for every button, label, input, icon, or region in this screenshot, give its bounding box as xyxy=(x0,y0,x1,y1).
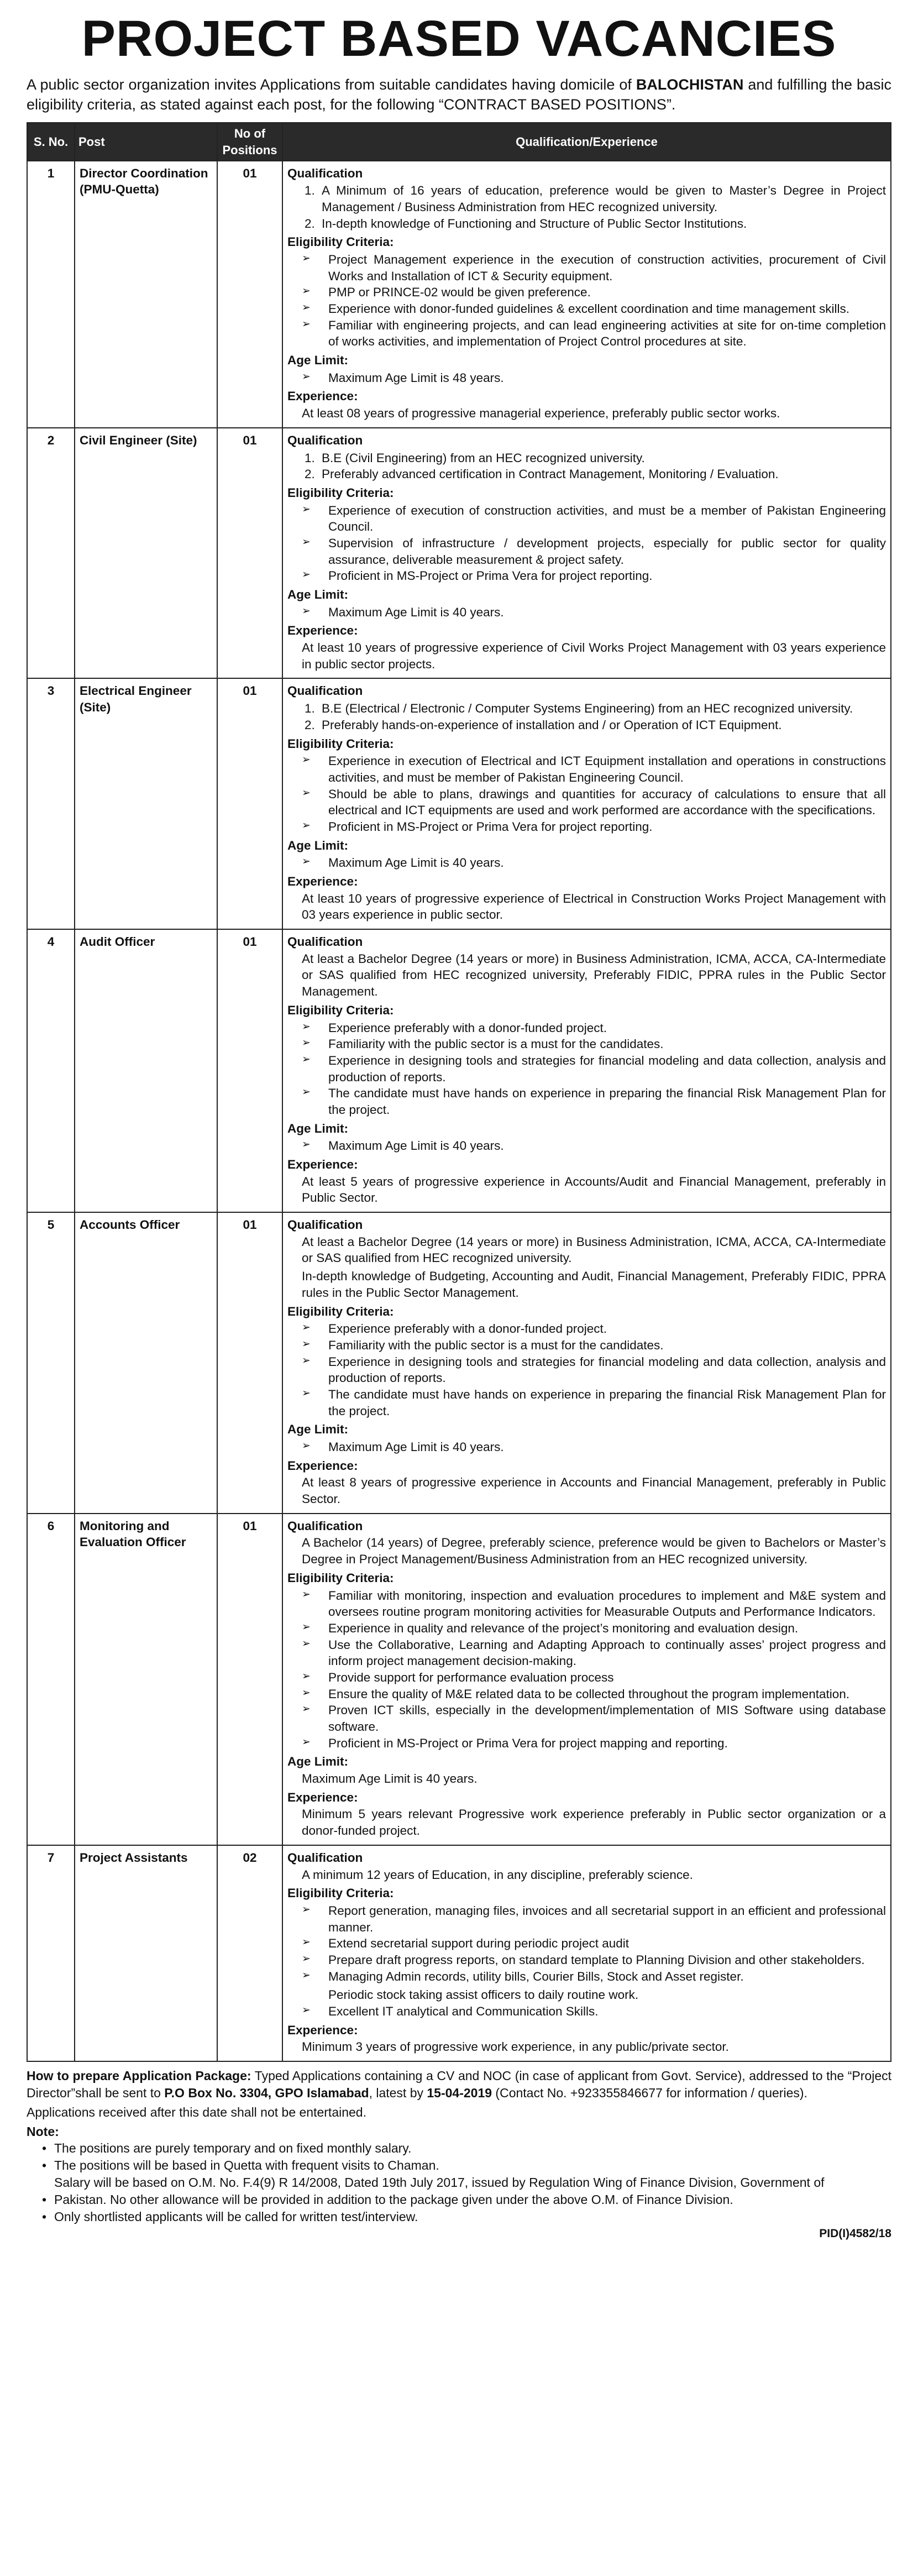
eligibility-heading: Eligibility Criteria: xyxy=(287,1570,394,1585)
age-list xyxy=(287,1439,886,1455)
list-item: ➢ Experience in execution of Electrical and ICT Equipment installation and operations in constructions activities, and must be member of Pakistan Engineering Council. xyxy=(302,753,886,786)
application-instructions xyxy=(27,2067,891,2102)
eligibility-list xyxy=(287,2003,886,2020)
list-item: ➢ Maximum Age Limit is 40 years. xyxy=(302,1138,886,1154)
eligibility-heading: Eligibility Criteria: xyxy=(287,1886,394,1900)
intro-domicile: BALOCHISTAN xyxy=(636,76,744,93)
row-post: Audit Officer xyxy=(75,929,217,1212)
howto-text: Typed Applications containing a CV and NOC (in case of applicant from Govt. Service), addressed to the “Project Director”shall be sent to xyxy=(27,2069,891,2100)
header-positions: No of Positions xyxy=(217,123,282,160)
footer xyxy=(27,2067,891,2242)
row-positions: 01 xyxy=(217,161,282,428)
qualification-list xyxy=(287,182,886,232)
qualification-heading: Qualification xyxy=(287,684,363,698)
qualification-text: A minimum 12 years of Education, in any discipline, preferably science. xyxy=(302,1867,693,1882)
table-row xyxy=(27,1514,891,1845)
qualification-text: At least a Bachelor Degree (14 years or more) in Business Administration, ICMA, ACCA, CA-Intermediate or SAS qualified from HEC recognized university, Preferably FIDIC, PPRA rules in the Public Sector Management. xyxy=(302,951,886,999)
qualification-text: A Bachelor (14 years) of Degree, preferably science, preference would be given to Bachelors or Master’s Degree in Project Management/Business Administration from an HEC recognized university. xyxy=(302,1536,886,1567)
list-item: • The positions will be based in Quetta with frequent visits to Chaman. xyxy=(41,2157,891,2174)
eligibility-heading: Eligibility Criteria: xyxy=(287,235,394,249)
age-heading: Age Limit: xyxy=(287,588,348,602)
received-note: Applications received after this date shall not be entertained. xyxy=(27,2104,366,2119)
deadline-date: 15-04-2019 xyxy=(427,2085,492,2100)
list-item: ➢ Familiar with monitoring, inspection and evaluation procedures to implement and M&E system and oversees routine program monitoring activities for Measurable Outputs and Performance Indicators. xyxy=(302,1588,886,1620)
row-post: Accounts Officer xyxy=(75,1212,217,1514)
table-row xyxy=(27,1212,891,1514)
experience-heading: Experience: xyxy=(287,1458,358,1473)
list-item: ➢ Experience in designing tools and strategies for financial modeling and data collection, analysis and production of reports. xyxy=(302,1354,886,1386)
qualification-heading: Qualification xyxy=(287,1218,363,1232)
age-text: Maximum Age Limit is 40 years. xyxy=(302,1772,478,1786)
row-positions: 01 xyxy=(217,428,282,679)
list-item: ➢ Supervision of infrastructure / development projects, especially for public sector for quality assurance, deliverable measurement & project safety. xyxy=(302,535,886,568)
age-heading: Age Limit: xyxy=(287,353,348,368)
experience-heading: Experience: xyxy=(287,2023,358,2037)
list-item: 1. B.E (Electrical / Electronic / Computer Systems Engineering) from an HEC recognized university. xyxy=(318,700,886,717)
eligibility-list xyxy=(287,1321,886,1419)
list-item: ➢ Proficient in MS-Project or Prima Vera for project reporting. xyxy=(302,568,886,584)
list-item: ➢ Familiarity with the public sector is a must for the candidates. xyxy=(302,1036,886,1053)
list-item: 2. In-depth knowledge of Functioning and Structure of Public Sector Institutions. xyxy=(318,216,886,232)
experience-heading: Experience: xyxy=(287,1158,358,1172)
table-row xyxy=(27,1845,891,2061)
page-title: PROJECT BASED VACANCIES xyxy=(81,11,837,67)
intro-text-end: and fulfilling the basic eligibility criteria, as stated against each post, for the following “CONTRACT BASED POSITIONS”. xyxy=(27,76,891,113)
row-sno: 1 xyxy=(27,161,75,428)
experience-text: Minimum 5 years relevant Progressive work experience preferably in Public sector organization or a donor-funded project. xyxy=(302,1807,886,1838)
list-item: 1. A Minimum of 16 years of education, preference would be given to Master’s Degree in Project Management / Business Administration from HEC recognized university. xyxy=(318,182,886,215)
list-item: • The positions are purely temporary and on fixed monthly salary. xyxy=(41,2140,891,2157)
row-details xyxy=(282,1212,891,1514)
eligibility-list xyxy=(287,1903,886,1985)
list-item: ➢ Should be able to plans, drawings and quantities for accuracy of calculations to ensure that all electrical and ICT equipments are used and work performed are accordance with the specifications. xyxy=(302,786,886,819)
header-qualification: Qualification/Experience xyxy=(282,123,891,160)
qualification-heading: Qualification xyxy=(287,433,363,447)
postal-address: P.O Box No. 3304, GPO Islamabad xyxy=(164,2085,369,2100)
experience-heading: Experience: xyxy=(287,624,358,638)
header-sno: S. No. xyxy=(27,123,75,160)
list-item: • Only shortlisted applicants will be called for written test/interview. xyxy=(41,2208,891,2226)
row-sno: 4 xyxy=(27,929,75,1212)
row-post: Civil Engineer (Site) xyxy=(75,428,217,679)
howto-label: How to prepare Application Package: xyxy=(27,2069,251,2083)
eligibility-list xyxy=(287,252,886,350)
list-item: ➢ Managing Admin records, utility bills, Courier Bills, Stock and Asset register. xyxy=(302,1968,886,1985)
list-item: • Pakistan. No other allowance will be provided in addition to the package given under the above O.M. of Finance Division. xyxy=(41,2191,891,2208)
eligibility-list xyxy=(287,502,886,584)
qualification-list xyxy=(287,450,886,483)
age-heading: Age Limit: xyxy=(287,1755,348,1769)
row-sno: 7 xyxy=(27,1845,75,2061)
list-item: ➢ Maximum Age Limit is 40 years. xyxy=(302,855,886,871)
list-item: ➢ Familiar with engineering projects, and can lead engineering activities at site for on-time completion of works activities, and implementation of Project Control procedures at site. xyxy=(302,317,886,350)
eligibility-note: Periodic stock taking assist officers to daily routine work. xyxy=(328,1988,639,2002)
row-positions: 02 xyxy=(217,1845,282,2061)
age-list xyxy=(287,370,886,386)
row-positions: 01 xyxy=(217,929,282,1212)
experience-text: At least 10 years of progressive experience of Civil Works Project Management with 03 years experience in public sector projects. xyxy=(302,641,886,671)
age-list xyxy=(287,604,886,621)
list-item: 2. Preferably hands-on-experience of installation and / or Operation of ICT Equipment. xyxy=(318,717,886,734)
list-item: ➢ Proficient in MS-Project or Prima Vera for project mapping and reporting. xyxy=(302,1735,886,1752)
note-label: Note: xyxy=(27,2124,59,2139)
list-item: ➢ Maximum Age Limit is 48 years. xyxy=(302,370,886,386)
table-header xyxy=(27,123,891,160)
table-row xyxy=(27,929,891,1212)
qualification-heading: Qualification xyxy=(287,1850,363,1865)
row-sno: 6 xyxy=(27,1514,75,1845)
experience-text: At least 5 years of progressive experience in Accounts/Audit and Financial Management, preferably in Public Sector. xyxy=(302,1174,886,1205)
experience-text: At least 08 years of progressive managerial experience, preferably public sector works. xyxy=(302,406,780,421)
list-item: ➢ Ensure the quality of M&E related data to be collected throughout the program implementation. xyxy=(302,1686,886,1703)
table-row xyxy=(27,428,891,679)
row-post: Director Coordination (PMU-Quetta) xyxy=(75,161,217,428)
experience-heading: Experience: xyxy=(287,389,358,404)
qualification-heading: Qualification xyxy=(287,1519,363,1533)
list-item: ➢ Use the Collaborative, Learning and Adapting Approach to continually asses’ project progress and inform project management decision-making. xyxy=(302,1637,886,1669)
experience-text: At least 8 years of progressive experience in Accounts and Financial Management, preferably in Public Sector. xyxy=(302,1475,886,1506)
list-item: ➢ Proven ICT skills, especially in the development/implementation of MIS Software using database software. xyxy=(302,1702,886,1735)
list-item: ➢ Experience preferably with a donor-funded project. xyxy=(302,1321,886,1337)
eligibility-heading: Eligibility Criteria: xyxy=(287,1304,394,1318)
row-sno: 2 xyxy=(27,428,75,679)
list-item: ➢ Experience in quality and relevance of the project’s monitoring and evaluation design. xyxy=(302,1620,886,1637)
experience-text: Minimum 3 years of progressive work experience, in any public/private sector. xyxy=(302,2040,729,2054)
list-item: ➢ Experience with donor-funded guidelines & excellent coordination and time management skills. xyxy=(302,301,886,317)
row-details xyxy=(282,1514,891,1845)
row-post: Project Assistants xyxy=(75,1845,217,2061)
list-item: ➢ Experience preferably with a donor-funded project. xyxy=(302,1020,886,1036)
list-item: ➢ The candidate must have hands on experience in preparing the financial Risk Management Plan for the project. xyxy=(302,1085,886,1118)
list-item: ➢ PMP or PRINCE-02 would be given preference. xyxy=(302,284,886,301)
experience-text: At least 10 years of progressive experience of Electrical in Construction Works Project Management with 03 years experience in public sector. xyxy=(302,891,886,922)
list-item: ➢ Familiarity with the public sector is a must for the candidates. xyxy=(302,1337,886,1354)
qualification-text: In-depth knowledge of Budgeting, Accounting and Audit, Financial Management, Preferably FIDIC, PPRA rules in the Public Sector Management. xyxy=(302,1269,886,1300)
eligibility-heading: Eligibility Criteria: xyxy=(287,485,394,500)
row-sno: 3 xyxy=(27,678,75,929)
list-item: ➢ The candidate must have hands on experience in preparing the financial Risk Management Plan for the project. xyxy=(302,1386,886,1419)
eligibility-heading: Eligibility Criteria: xyxy=(287,1003,394,1017)
experience-heading: Experience: xyxy=(287,1790,358,1804)
row-post: Electrical Engineer (Site) xyxy=(75,678,217,929)
list-item: 2. Preferably advanced certification in Contract Management, Monitoring / Evaluation. xyxy=(318,466,886,483)
list-item: ➢ Experience in designing tools and strategies for financial modeling and data collection, analysis and production of reports. xyxy=(302,1053,886,1085)
vacancies-table xyxy=(27,122,891,2062)
publication-id: PID(I)4582/18 xyxy=(819,2227,891,2240)
list-item: ➢ Maximum Age Limit is 40 years. xyxy=(302,604,886,621)
list-item: ➢ Experience of execution of construction activities, and must be a member of Pakistan Engineering Council. xyxy=(302,502,886,535)
row-details xyxy=(282,1845,891,2061)
age-list xyxy=(287,1138,886,1154)
age-heading: Age Limit: xyxy=(287,838,348,852)
list-item: ➢ Extend secretarial support during periodic project audit xyxy=(302,1935,886,1952)
experience-heading: Experience: xyxy=(287,875,358,889)
intro-text: A public sector organization invites Applications from suitable candidates having domicile of xyxy=(27,76,636,93)
row-details xyxy=(282,929,891,1212)
row-details xyxy=(282,161,891,428)
table-row xyxy=(27,678,891,929)
list-item: ➢ Provide support for performance evaluation process xyxy=(302,1669,886,1686)
row-sno: 5 xyxy=(27,1212,75,1514)
qualification-text: At least a Bachelor Degree (14 years or more) in Business Administration, ICMA, ACCA, CA-Intermediate or SAS qualified from HEC recognized university. xyxy=(302,1234,886,1265)
list-item: ➢ Excellent IT analytical and Communication Skills. xyxy=(302,2003,886,2020)
eligibility-list xyxy=(287,1020,886,1118)
list-item: ➢ Maximum Age Limit is 40 years. xyxy=(302,1439,886,1455)
row-details xyxy=(282,678,891,929)
qualification-list xyxy=(287,700,886,733)
row-positions: 01 xyxy=(217,1514,282,1845)
age-list xyxy=(287,855,886,871)
list-item: 1. B.E (Civil Engineering) from an HEC recognized university. xyxy=(318,450,886,467)
qualification-heading: Qualification xyxy=(287,935,363,949)
header-post: Post xyxy=(75,123,217,160)
howto-text: , latest by xyxy=(369,2085,427,2100)
list-item: Salary will be based on O.M. No. F.4(9) R 14/2008, Dated 19th July 2017, issued by Regulation Wing of Finance Division, Government of xyxy=(54,2175,825,2190)
age-heading: Age Limit: xyxy=(287,1422,348,1437)
qualification-heading: Qualification xyxy=(287,166,363,180)
contact-text: (Contact No. +923355846677 for information / queries). xyxy=(492,2085,807,2100)
table-row xyxy=(27,161,891,428)
list-item: ➢ Proficient in MS-Project or Prima Vera for project reporting. xyxy=(302,819,886,835)
eligibility-list xyxy=(287,753,886,835)
row-details xyxy=(282,428,891,679)
age-heading: Age Limit: xyxy=(287,1121,348,1135)
list-item: ➢ Prepare draft progress reports, on standard template to Planning Division and other stakeholders. xyxy=(302,1952,886,1968)
notes-list xyxy=(27,2140,891,2225)
row-positions: 01 xyxy=(217,1212,282,1514)
row-positions: 01 xyxy=(217,678,282,929)
intro-paragraph xyxy=(27,75,891,115)
row-post: Monitoring and Evaluation Officer xyxy=(75,1514,217,1845)
eligibility-heading: Eligibility Criteria: xyxy=(287,736,394,751)
list-item: ➢ Project Management experience in the execution of construction activities, procurement of Civil Works and Installation of ICT & Security equipment. xyxy=(302,252,886,284)
eligibility-list xyxy=(287,1588,886,1752)
list-item: ➢ Report generation, managing files, invoices and all secretarial support in an efficient and professional manner. xyxy=(302,1903,886,1935)
